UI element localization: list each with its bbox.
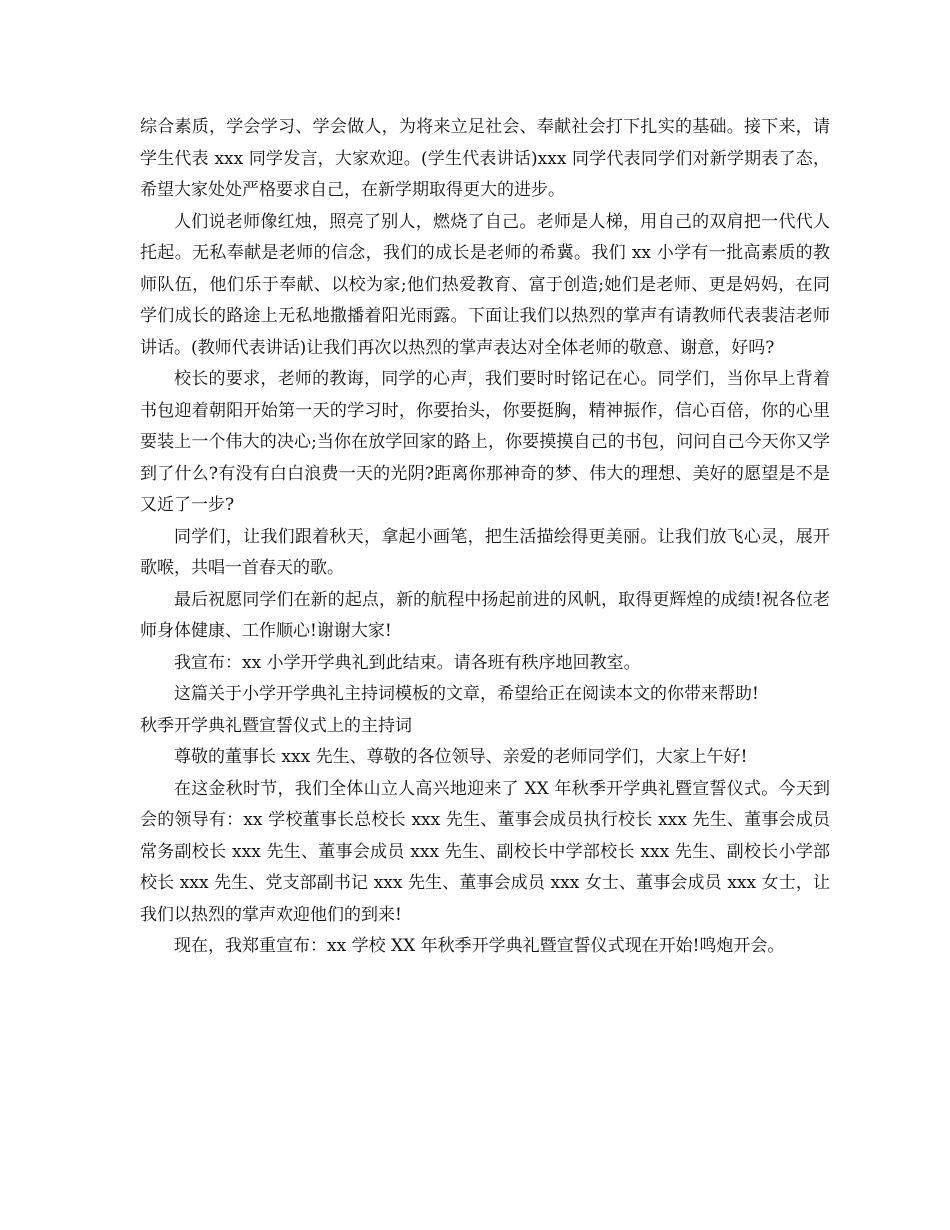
paragraph-2: 人们说老师像红烛，照亮了别人，燃烧了自己。老师是人梯，用自己的双肩把一代代人托起。无私奉献是老师的信念，我们的成长是老师的希冀。我们 xx 小学有一批高素质的教师队伍，他们乐于奉献、以校为家;他们热爱教育、富于创造;她们是老师、更是妈妈，在同学们成长的路途上无私地撒播着阳光雨露。下面让我们以热烈的掌声有请教师代表裴洁老师讲话。(教师代表讲话)让我们再次以热烈的掌声表达对全体老师的敬意、谢意，好吗? <box>140 211 830 358</box>
paragraph-10: 在这金秋时节，我们全体山立人高兴地迎来了 XX 年秋季开学典礼暨宣誓仪式。今天到会的领导有：xx 学校董事长总校长 xxx 先生、董事会成员执行校长 xxx 先生、董事会成员常务副校长 xxx 先生、董事会成员 xxx 先生、副校长中学部校长 xxx 先生、副校长小学部校长 xxx 先生、党支部副书记 xxx 先生、董事会成员 xxx 女士、董事会成员 xxx 女士，让我们以热烈的掌声欢迎他们的到来! <box>140 778 830 925</box>
paragraph-6: 我宣布：xx 小学开学典礼到此结束。请各班有秩序地回教室。 <box>174 652 641 673</box>
document-body <box>140 112 830 963</box>
paragraph-11: 现在，我郑重宣布：xx 学校 XX 年秋季开学典礼暨宣誓仪式现在开始!鸣炮开会。 <box>174 936 785 956</box>
paragraph-1: 综合素质，学会学习、学会做人，为将来立足社会、奉献社会打下扎实的基础。接下来，请学生代表 xxx 同学发言，大家欢迎。(学生代表讲话)xxx 同学代表同学们对新学期表了态，希望大家处处严格要求自己，在新学期取得更大的进步。 <box>140 117 830 200</box>
section-heading: 秋季开学典礼暨宣誓仪式上的主持词 <box>140 715 412 736</box>
paragraph-5: 最后祝愿同学们在新的起点，新的航程中扬起前进的风帆，取得更辉煌的成绩!祝各位老师身体健康、工作顺心!谢谢大家! <box>140 589 830 641</box>
paragraph-4: 同学们，让我们跟着秋天，拿起小画笔，把生活描绘得更美丽。让我们放飞心灵，展开歌喉，共唱一首春天的歌。 <box>140 526 830 578</box>
paragraph-9: 尊敬的董事长 xxx 先生、尊敬的各位领导、亲爱的老师同学们，大家上午好! <box>174 747 748 767</box>
paragraph-7: 这篇关于小学开学典礼主持词模板的文章，希望给正在阅读本文的你带来帮助! <box>174 684 759 704</box>
paragraph-3: 校长的要求，老师的教诲，同学的心声，我们要时时铭记在心。同学们，当你早上背着书包迎着朝阳开始第一天的学习时，你要抬头，你要挺胸，精神振作，信心百倍，你的心里要装上一个伟大的决心;当你在放学回家的路上，你要摸摸自己的书包，问问自己今天你又学到了什么?有没有白白浪费一天的光阴?距离你那神奇的梦、伟大的理想、美好的愿望是不是又近了一步? <box>140 369 830 515</box>
